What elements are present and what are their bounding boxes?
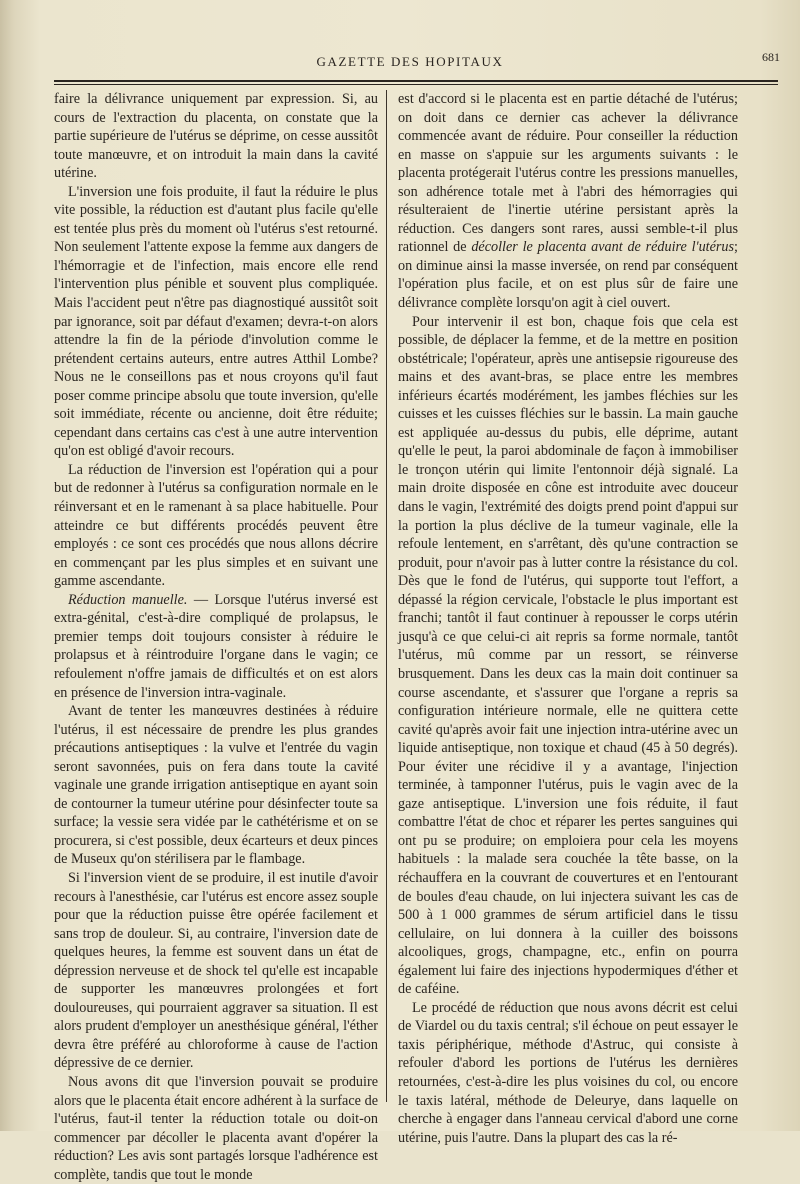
paragraph: Pour intervenir il est bon, chaque fois que cela est possible, de déplacer la femme, et de la mettre en position obstétricale; l'opérateur, après une antisepsie rigoureuse des mains et des avant-bras, se place entre les membres inférieurs écartés modérément, les jambes fléchies sur les cuisses et les cuisses fléchies sur le bassin. La main gauche est appliquée au-dessus du pubis, elle déprime, autant qu'elle le peut, la paroi abdominale de façon à immobiliser le tronçon utérin qui limite l'entonnoir déjà signalé. La main droite disposée en cône est introduite avec douceur dans le vagin, l'extrémité des doigts prend point d'appui sur la portion la plus déclive de la tumeur vaginale, elle la refoule lentement, en s'arrêtant, dès qu'une contraction se produit, pour n'avoir pas à lutter contre la résistance du col. Dès que le fond de l'utérus, qui supporte tout l'effort, a dépassé la région cervicale, l'obstacle le plus important est franchi; tantôt il faut continuer à repousser le corps utérin jusqu'à ce que celui-ci ait repris sa forme normale, tantôt l'utérus, mû comme par un ressort, se réinverse brusquement. Dans les deux cas la main doit continuer sa course ascendante, et s'assurer que l'organe a repris sa configuration intérieure normale, elle ne quittera cette cavité qu'après avoir fait une injection intra-utérine avec un liquide antiseptique, non toxique et chaud (45 à 50 degrés). Pour éviter une récidive il y a avantage, l'injection terminée, à tamponner l'utérus, puis le vagin avec de la gaze antiseptique. L'inversion une fois réduite, il faut combattre l'état de choc et réparer les pertes sanguines qui ont pu se produire; on emploiera pour cela les moyens habituels : la malade sera couchée la tête basse, on la réchauffera en la couvrant de couvertures et en l'entourant de boules d'eau chaude, on lui injectera suivant les cas de 500 à 1 000 grammes de sérum artificiel dans le tissu cellulaire, on lui donnera à la cuiller des boissons alcooliques, grogs, champagne, etc., enfin on pourra également lui faire des injections hypodermiques d'éther et de caféine. — [398, 313, 738, 998]
paragraph: Le procédé de réduction que nous avons décrit est celui de Viardel ou du taxis central; s'il échoue on peut essayer le taxis périphérique, méthode d'Astruc, qui consiste à refouler d'abord les portions de l'utérus les dernières retournées, c'est-à-dire les plus voisines du col, ou encore le taxis latéral, méthode de Deleurye, dans laquelle on cherche à engager dans l'anneau cervical d'abord une corne utérine, puis l'autre. Dans la plupart des cas la ré- — [398, 999, 738, 1146]
page-header — [40, 50, 780, 74]
paragraph-text: — Lorsque l'utérus inversé est extra-génital, c'est-à-dire compliqué de prolapsus, le premier temps doit toujours consister à réduire le prolapsus et à réintroduire l'organe dans le vagin; ce refoulement n'offre jamais de difficultés et on est alors en présence de l'inversion intra-vaginale. — [54, 591, 378, 701]
paragraph: Si l'inversion vient de se produire, il est inutile d'avoir recours à l'anesthésie, car l'utérus est encore assez souple pour que la réduction puisse être opérée facilement et sans trop de douleur. Si, au contraire, l'inversion date de quelques heures, la femme est souvent dans un état de dépression nerveuse et de shock tel qu'elle est incapable de supporter les manœuvres prolongées et fort douloureuses, qui pourraient aggraver sa situation. Il est alors prudent d'employer un anesthésique général, l'éther devra être préféré au chloroforme à cause de l'action dépressive de ce dernier. — [54, 869, 378, 1072]
paragraph — [398, 90, 738, 313]
page-number: 681 — [762, 50, 780, 64]
paragraph — [54, 591, 378, 702]
emphasis: décoller le placenta avant de réduire l'utérus — [471, 239, 735, 256]
paragraph-text: ; on diminue ainsi la masse inversée, on rend par conséquent l'opération plus facile, et on est plus sûr de faire une délivrance complète lorsqu'on agit à ciel ouvert. — [398, 239, 738, 312]
paragraph: faire la délivrance uniquement par expression. Si, au cours de l'extraction du placenta, on constate que la partie supérieure de l'utérus se déprime, on cesse aussitôt toute manœuvre, et on introduit la main dans la cavité utérine. — [54, 91, 378, 182]
running-title: GAZETTE DES HOPITAUX — [316, 54, 504, 69]
paragraph: Avant de tenter les manœuvres destinées à réduire l'utérus, il est nécessaire de prendre les plus grandes précautions antiseptiques : la vulve et l'entrée du vagin seront savonnées, puis on fera dans toute la cavité vaginale une grande irrigation antiseptique en ayant soin de contourner la tumeur utérine pour désinfecter toute sa surface; la vessie sera vidée par le cathétérisme et on se procurera, si c'est possible, deux écarteurs et deux pinces de Museux qu'on stérilisera par le flambage. — [54, 703, 378, 868]
header-rule-thin — [54, 84, 778, 85]
right-column — [398, 90, 738, 1146]
header-rule-thick — [54, 80, 778, 82]
column-divider — [386, 90, 387, 1102]
paragraph: L'inversion une fois produite, il faut la réduire le plus vite possible, la réduction est d'autant plus facile qu'elle est tentée plus près du moment où l'utérus s'est retourné. Non seulement l'attente expose la femme aux dangers de l'hémorragie et de l'infection, mais encore elle rend l'intervention plus pénible et souvent plus compliquée. Mais l'accident peut n'être pas diagnostiqué aussitôt soit par ignorance, soit par défaut d'examen; devra-t-on alors attendre la fin de la période d'involution comme le prétendent certains auteurs, entre autres Atthil Lombe? Nous ne le conseillons pas et nous croyons qu'il faut poser comme principe absolu que toute inversion, qu'elle soit immédiate, récente ou ancienne, doit être réduite; cependant dans certains cas c'est à une autre intervention qu'on est obligé d'avoir recours. — [54, 183, 378, 460]
paragraph-text: est d'accord si le placenta est en partie détaché de l'utérus; on doit dans ce dernier cas achever la délivrance commencée avant de réduire. Pour conseiller la réduction en masse on s'appuie sur les arguments suivants : le placenta protégerait l'utérus contre les pressions manuelles, son adhérence totale met à l'abri des hémorragies qui résulteraient de l'inertie utérine persistant après la réduction. Ces dangers sont rares, aussi semble-t-il plus rationnel de — [398, 91, 738, 256]
section-heading: Réduction manuelle. — [68, 591, 188, 608]
paragraph: Nous avons dit que l'inversion pouvait se produire alors que le placenta était encore adhérent à la surface de l'utérus, faut-il tenter la réduction totale ou doit-on commencer par décoller le placenta avant d'opérer la réduction? Les avis sont partagés lorsque l'adhérence est complète, tandis que tout le monde — [54, 1073, 378, 1183]
left-column — [54, 90, 378, 1183]
paragraph: La réduction de l'inversion est l'opération qui a pour but de redonner à l'utérus sa configuration normale en le réinversant et en le ramenant à sa place habituelle. Pour atteindre ce but différents procédés peuvent être employés : ce sont ces procédés que nous allons décrire en commençant par les plus simples et en suivant une gamme ascendante. — [54, 461, 378, 590]
